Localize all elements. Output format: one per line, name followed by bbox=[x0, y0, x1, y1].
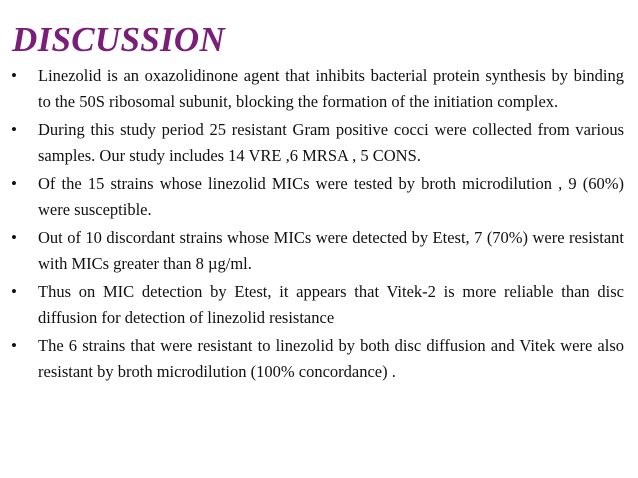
bullet-icon: • bbox=[11, 120, 17, 139]
bullet-item bbox=[0, 171, 638, 222]
slide-title: DISCUSSION bbox=[12, 20, 226, 59]
bullet-text: During this study period 25 resistant Gram positive cocci were collected from various samples. Our study includes 14 VRE ,6 MRSA , 5 CONS. bbox=[38, 120, 624, 165]
bullet-icon: • bbox=[11, 66, 17, 85]
bullet-text: Of the 15 strains whose linezolid MICs were tested by broth microdilution , 9 (60%) were susceptible. bbox=[38, 174, 624, 219]
bullet-text: Linezolid is an oxazolidinone agent that inhibits bacterial protein synthesis by binding to the 50S ribosomal subunit, blocking the formation of the initiation complex. bbox=[38, 66, 624, 111]
bullet-item bbox=[0, 63, 638, 114]
bullet-text: Thus on MIC detection by Etest, it appears that Vitek-2 is more reliable than disc diffusion for detection of linezolid resistance bbox=[38, 282, 624, 327]
bullet-item bbox=[0, 279, 638, 330]
bullet-item bbox=[0, 225, 638, 276]
bullet-text: The 6 strains that were resistant to linezolid by both disc diffusion and Vitek were also resistant by broth microdilution (100% concordance) . bbox=[38, 336, 624, 381]
bullet-icon: • bbox=[11, 174, 17, 193]
bullet-icon: • bbox=[11, 282, 17, 301]
bullet-item bbox=[0, 333, 638, 384]
bullet-list bbox=[0, 63, 638, 387]
bullet-text: Out of 10 discordant strains whose MICs were detected by Etest, 7 (70%) were resistant with MICs greater than 8 µg/ml. bbox=[38, 228, 624, 273]
bullet-item bbox=[0, 117, 638, 168]
bullet-icon: • bbox=[11, 336, 17, 355]
bullet-icon: • bbox=[11, 228, 17, 247]
